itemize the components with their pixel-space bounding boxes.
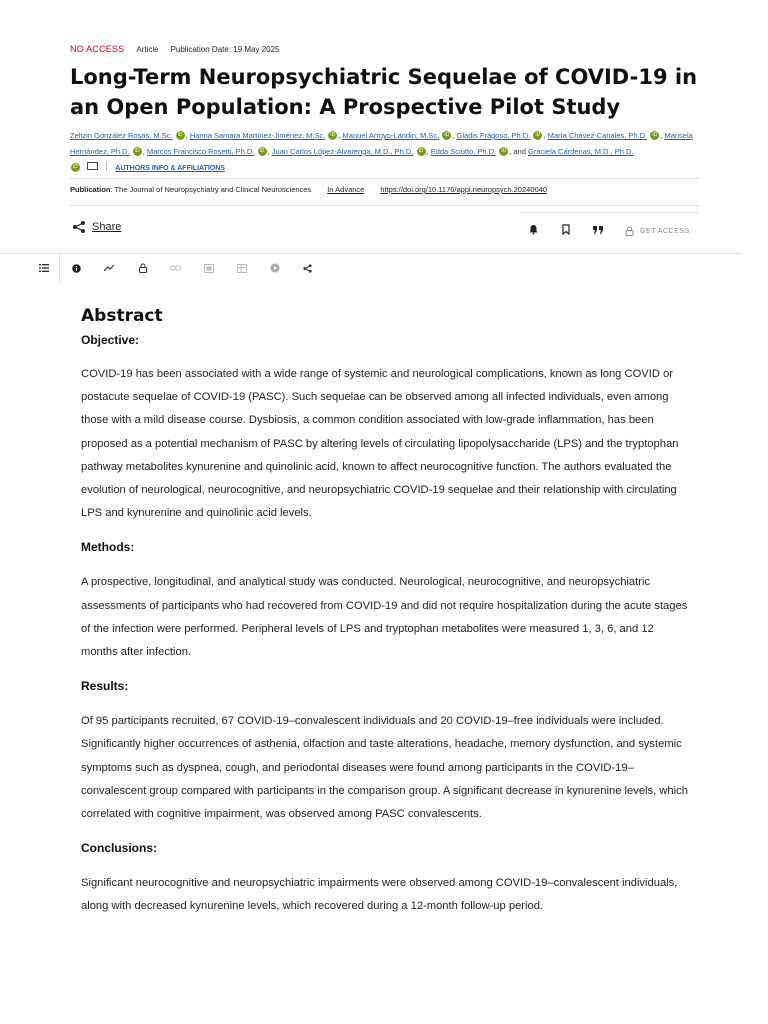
in-advance-link[interactable]: In Advance xyxy=(327,185,365,194)
abstract-section xyxy=(81,306,691,919)
divider xyxy=(520,212,700,213)
share-button[interactable] xyxy=(72,220,121,234)
divider xyxy=(70,205,700,206)
get-access-button[interactable] xyxy=(625,226,690,236)
publication-label: Publication xyxy=(70,185,111,194)
article-title: Long-Term Neuropsychiatric Sequelae of COVID-19 in an Open Population: A Prospective Pilot Study xyxy=(70,65,698,119)
cite-quote-icon[interactable] xyxy=(593,226,603,237)
divider xyxy=(70,178,700,179)
share-icon[interactable] xyxy=(291,254,324,282)
figures-icon[interactable] xyxy=(192,254,225,282)
author-list: Zeltzin González Rosas, M.Sc. iD , Hanna Samara Martínez-Jiménez, M.Sc. iD , Manuel Arroyo-Landin, M.Sc. iD , Gladis Fragoso, Ph.D. iD , María Chávez-Canales, Ph.D. iD , Marisela Hernández, Ph.D. iD , Marcos Francisco Rosetti, Ph.D. iD , Juan Carlos López-Alvarenga, M.D., Ph.D. iD , Edda Sciutto, Ph.D. iD , and Graciela Cárdenas, M.D., Ph.D. iD AUTHORS INFO & AFFILIATIONS xyxy=(70,131,693,172)
orcid-icon[interactable]: iD xyxy=(650,131,659,140)
metrics-trend-icon[interactable] xyxy=(93,254,126,282)
orcid-icon[interactable]: iD xyxy=(442,131,451,140)
author-link[interactable]: Marisela Hernández, Ph.D. xyxy=(70,131,693,156)
article-actions xyxy=(528,224,690,238)
author-link[interactable]: María Chávez-Canales, Ph.D. xyxy=(547,131,648,140)
article-toolbar xyxy=(28,254,324,282)
author-link[interactable]: Hanna Samara Martínez-Jiménez, M.Sc. xyxy=(189,131,326,140)
abstract-heading: Abstract xyxy=(81,306,163,326)
author-link[interactable]: Graciela Cárdenas, M.D., Ph.D. xyxy=(528,147,634,156)
section-heading-objective: Objective: xyxy=(81,333,140,347)
section-text-results: Of 95 participants recruited, 67 COVID-19–convalescent individuals and 20 COVID-19–free individuals were included. Significantly higher occurrences of asthenia, olfaction and taste alterations, headache, memory dysfunction, and systemic symptoms such as dyspnea, cough, and periodontal diseases were found among participants in the COVID-19–convalescent group compared with participants in the comparison group. A significant decrease in kynurenine levels, which correlated with cognitive impairment, was observed among PASC convalescents. xyxy=(81,715,688,821)
publication-info xyxy=(70,185,547,194)
publication-journal xyxy=(70,185,311,194)
author-link[interactable]: Zeltzin González Rosas, M.Sc. xyxy=(70,131,173,140)
author-link[interactable]: Juan Carlos López-Alvarenga, M.D., Ph.D. xyxy=(271,147,414,156)
author-link[interactable]: Edda Sciutto, Ph.D. xyxy=(430,147,497,156)
lock-icon[interactable] xyxy=(126,254,159,282)
publication-date: Publication Date: 19 May 2025 xyxy=(170,44,280,54)
orcid-icon[interactable]: iD xyxy=(533,131,542,140)
doi-link[interactable]: https://doi.org/10.1176/appi.neuropsych.20240040 xyxy=(380,185,547,194)
alert-bell-icon[interactable] xyxy=(528,224,539,238)
section-text-methods: A prospective, longitudinal, and analytical study was conducted. Neurological, neurocognitive, and neuropsychiatric assessments of participants who had recovered from COVID-19 and did not require hospitalization during the acute stages of the infection were performed. Peripheral levels of LPS and tryptophan metabolites were measured 1, 3, 6, and 12 months after infection. xyxy=(81,576,688,659)
orcid-icon[interactable]: iD xyxy=(258,147,267,156)
author-link[interactable]: Marcos Francisco Rosetti, Ph.D. xyxy=(146,147,255,156)
section-heading-results: Results: xyxy=(81,679,129,694)
orcid-icon[interactable]: iD xyxy=(176,131,185,140)
orcid-icon[interactable]: iD xyxy=(133,147,142,156)
orcid-icon[interactable]: iD xyxy=(499,147,508,156)
author-link[interactable]: Manuel Arroyo-Landin, M.Sc. xyxy=(342,131,440,140)
authors-affiliations-link[interactable]: AUTHORS INFO & AFFILIATIONS xyxy=(115,165,225,172)
tables-icon[interactable] xyxy=(225,254,258,282)
share-icon xyxy=(72,220,86,234)
authors-and: , and xyxy=(509,147,526,156)
author-link[interactable]: Gladis Fragoso, Ph.D. xyxy=(456,131,531,140)
bookmark-icon[interactable] xyxy=(561,224,571,238)
section-text-conclusions: Significant neurocognitive and neuropsychiatric impairments were observed among COVID-19–convalescent individuals, along with decreased kynurenine levels, which recovered during a 12-month follow-up period. xyxy=(81,877,678,913)
get-access-label: GET ACCESS xyxy=(640,227,690,235)
orcid-icon[interactable]: iD xyxy=(328,131,337,140)
share-label: Share xyxy=(92,221,122,233)
access-status: NO ACCESS xyxy=(70,44,125,54)
article-meta xyxy=(70,44,280,54)
link-icon[interactable] xyxy=(159,254,192,282)
info-icon[interactable] xyxy=(60,254,93,282)
article-type: Article xyxy=(136,44,159,54)
section-heading-methods: Methods: xyxy=(81,540,135,555)
journal-name: : The Journal of Neuropsychiatry and Clinical Neurosciences xyxy=(110,185,312,194)
section-heading-conclusions: Conclusions: xyxy=(81,841,158,856)
section-text-objective: COVID-19 has been associated with a wide range of systemic and neurological complications, known as long COVID or postacute sequelae of COVID-19 (PASC). Such sequelae can be observed among all infected individuals, even among those with a mild disease course. Dysbiosis, a common condition associated with low-grade inflammation, has been proposed as a potential mechanism of PASC by altering levels of circulating lipopolysaccharide (LPS) and the tryptophan pathway metabolites kynurenine and quinolinic acid, known to affect neurocognitive function. The authors evaluated the evolution of neurological, neurocognitive, and neuropsychiatric COVID-19 sequelae and their relationship with circulating LPS and kynurenine and quinolinic acid levels. xyxy=(81,368,679,520)
lock-icon xyxy=(625,226,634,236)
table-of-contents-icon[interactable] xyxy=(28,254,60,282)
media-play-icon[interactable] xyxy=(258,254,291,282)
orcid-icon[interactable]: iD xyxy=(417,147,426,156)
separator xyxy=(106,161,107,171)
email-icon[interactable] xyxy=(87,162,98,170)
orcid-icon[interactable]: iD xyxy=(71,163,80,172)
